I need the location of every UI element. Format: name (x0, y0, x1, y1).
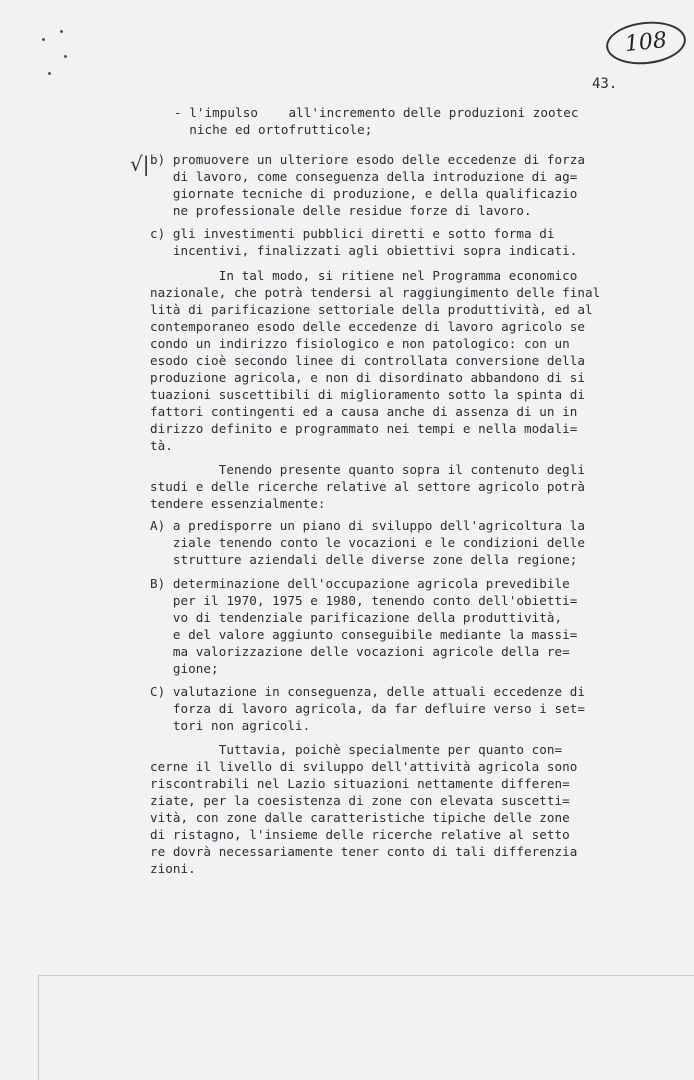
text-line: cerne il livello di sviluppo dell'attività agricola sono (150, 759, 578, 774)
text-line: strutture aziendali delle diverse zone della regione; (150, 552, 578, 567)
scan-edge-rule-vertical (38, 975, 39, 1080)
text-line: A) a predisporre un piano di sviluppo dell'agricoltura la (150, 518, 586, 533)
text-line: di ristagno, l'insieme delle ricerche relative al setto (150, 827, 570, 842)
text-line: dirizzo definito e programmato nei tempi e nella modali= (150, 421, 578, 436)
text-line: incentivi, finalizzati agli obiettivi sopra indicati. (150, 243, 578, 258)
text-line: ma valorizzazione delle vocazioni agricole della re= (150, 644, 570, 659)
text-line: re dovrà necessariamente tener conto di tali differenzia (150, 844, 578, 859)
text-line: vità, con zone dalle caratteristiche tipiche delle zone (150, 810, 570, 825)
text-line: - l'impulso all'incremento delle produzioni zootec (174, 105, 579, 120)
text-line: esodo cioè secondo linee di controllata conversione della (150, 353, 586, 368)
text-line: In tal modo, si ritiene nel Programma economico (150, 268, 578, 283)
text-line: produzione agricola, e non di disordinato abbandono di si (150, 370, 586, 385)
text-line: giornate tecniche di produzione, e della qualificazio (150, 186, 578, 201)
text-line: c) gli investimenti pubblici diretti e sotto forma di (150, 226, 555, 241)
scan-edge-rule (38, 975, 694, 976)
text-line: lità di parificazione settoriale della produttività, ed al (150, 302, 593, 317)
text-line: Tuttavia, poichè specialmente per quanto con= (150, 742, 563, 757)
text-line: e del valore aggiunto conseguibile mediante la massi= (150, 627, 578, 642)
page-number: 43. (592, 76, 618, 92)
text-line: B) determinazione dell'occupazione agricola prevedibile (150, 576, 570, 591)
text-line: tori non agricoli. (150, 718, 311, 733)
text-line: ne professionale delle residue forze di lavoro. (150, 203, 532, 218)
text-line: di lavoro, come conseguenza della introduzione di ag= (150, 169, 578, 184)
text-line: ziale tenendo conto le vocazioni e le condizioni delle (150, 535, 586, 550)
text-line: C) valutazione in conseguenza, delle attuali eccedenze di (150, 684, 586, 699)
text-line: studi e delle ricerche relative al settore agricolo potrà (150, 479, 586, 494)
text-line: forza di lavoro agricola, da far defluire verso i set= (150, 701, 586, 716)
text-line: tendere essenzialmente: (150, 496, 326, 511)
text-line: per il 1970, 1975 e 1980, tenendo conto dell'obietti= (150, 593, 578, 608)
text-line: ziate, per la coesistenza di zone con elevata suscetti= (150, 793, 570, 808)
text-line: tà. (150, 438, 173, 453)
margin-check-mark: √| (130, 152, 150, 176)
text-line: gione; (150, 661, 219, 676)
text-line: vo di tendenziale parificazione della produttività, (150, 610, 563, 625)
text-line: condo un indirizzo fisiologico e non patologico: con un (150, 336, 570, 351)
archive-stamp: 108 (604, 18, 688, 68)
text-line: nazionale, che potrà tendersi al raggiungimento delle final (150, 285, 601, 300)
text-line: Tenendo presente quanto sopra il contenuto degli (150, 462, 586, 477)
text-line: tuazioni suscettibili di miglioramento sotto la spinta di (150, 387, 586, 402)
text-line: b) promuovere un ulteriore esodo delle eccedenze di forza (150, 152, 586, 167)
text-line: fattori contingenti ed a causa anche di assenza di un in (150, 404, 578, 419)
text-line: riscontrabili nel Lazio situazioni nettamente differen= (150, 776, 570, 791)
text-line: niche ed ortofrutticole; (174, 122, 373, 137)
text-line: contemporaneo esodo delle eccedenze di lavoro agricolo se (150, 319, 586, 334)
text-line: zioni. (150, 861, 196, 876)
